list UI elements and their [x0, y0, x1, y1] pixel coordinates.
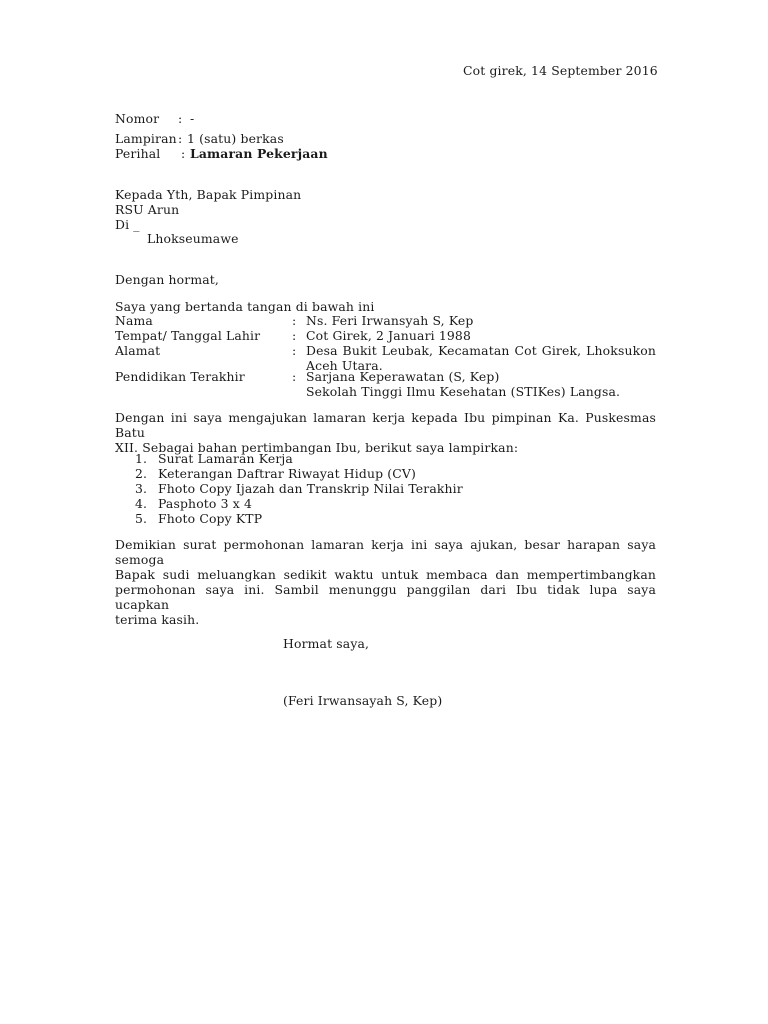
- ttl-value: Cot Girek, 2 Januari 1988: [306, 328, 471, 343]
- paragraph-request: [115, 410, 656, 455]
- nama-value: Ns. Feri Irwansyah S, Kep: [306, 313, 474, 328]
- attachment-list: [115, 451, 463, 526]
- lampiran-sep: :: [178, 131, 183, 146]
- nomor-label: Nomor: [115, 111, 160, 126]
- nomor-sep: :: [178, 111, 183, 126]
- recipient-line-3: Di _: [115, 217, 140, 232]
- pendidikan-sep: :: [292, 369, 297, 384]
- nama-sep: :: [292, 313, 297, 328]
- list-item-number: 5.: [135, 511, 148, 526]
- alamat-value-line-2: Aceh Utara.: [306, 358, 383, 373]
- paragraph-closing-line-2: Bapak sudi meluangkan sedikit waktu untuk membaca dan mempertimbangkan: [115, 567, 656, 582]
- alamat-sep: :: [292, 343, 297, 358]
- list-item-text: Fhoto Copy KTP: [158, 511, 263, 526]
- place-date: Cot girek, 14 September 2016: [463, 63, 658, 78]
- paragraph-closing-line-4: terima kasih.: [115, 612, 200, 627]
- ttl-label: Tempat/ Tanggal Lahir: [115, 328, 261, 343]
- list-item-text: Pasphoto 3 x 4: [158, 496, 253, 511]
- paragraph-closing: [115, 537, 656, 627]
- paragraph-request-line-2: XII. Sebagai bahan pertimbangan Ibu, berikut saya lampirkan:: [115, 440, 519, 455]
- lampiran-label: Lampiran: [115, 131, 177, 146]
- recipient-line-1: Kepada Yth, Bapak Pimpinan: [115, 187, 302, 202]
- pendidikan-label: Pendidikan Terakhir: [115, 369, 245, 384]
- alamat-label: Alamat: [115, 343, 161, 358]
- list-item-number: 2.: [135, 466, 148, 481]
- perihal-label: Perihal: [115, 146, 161, 161]
- pendidikan-value-line-2: Sekolah Tinggi Ilmu Kesehatan (STIKes) Langsa.: [306, 384, 621, 399]
- paragraph-request-line-1: Dengan ini saya mengajukan lamaran kerja kepada Ibu pimpinan Ka. Puskesmas Batu: [115, 410, 656, 440]
- paragraph-closing-line-1: Demikian surat permohonan lamaran kerja ini saya ajukan, besar harapan saya semoga: [115, 537, 656, 567]
- closing-salutation: Hormat saya,: [283, 636, 370, 651]
- list-item: [115, 451, 463, 466]
- pendidikan-value: [306, 369, 656, 399]
- perihal-value: Lamaran Pekerjaan: [190, 146, 328, 161]
- list-item-number: 3.: [135, 481, 148, 496]
- intro-line: Saya yang bertanda tangan di bawah ini: [115, 299, 375, 314]
- list-item-number: 1.: [135, 451, 148, 466]
- nomor-value: -: [190, 111, 195, 126]
- list-item: [115, 511, 463, 526]
- lampiran-value: 1 (satu) berkas: [187, 131, 284, 146]
- list-item: [115, 496, 463, 511]
- list-item-text: Fhoto Copy Ijazah dan Transkrip Nilai Terakhir: [158, 481, 463, 496]
- list-item-text: Surat Lamaran Kerja: [158, 451, 293, 466]
- nama-label: Nama: [115, 313, 153, 328]
- greeting: Dengan hormat,: [115, 272, 220, 287]
- list-item: [115, 466, 463, 481]
- list-item-number: 4.: [135, 496, 148, 511]
- list-item-text: Keterangan Daftrar Riwayat Hidup (CV): [158, 466, 416, 481]
- recipient-line-4: Lhokseumawe: [147, 231, 239, 246]
- alamat-value-line-1: Desa Bukit Leubak, Kecamatan Cot Girek, Lhoksukon: [306, 343, 656, 358]
- ttl-sep: :: [292, 328, 297, 343]
- paragraph-closing-line-3: permohonan saya ini. Sambil menunggu panggilan dari Ibu tidak lupa saya ucapkan: [115, 582, 656, 612]
- list-item: [115, 481, 463, 496]
- pendidikan-value-line-1: Sarjana Keperawatan (S, Kep): [306, 369, 500, 384]
- signature-name: (Feri Irwansayah S, Kep): [283, 693, 443, 708]
- perihal-sep: :: [181, 146, 186, 161]
- recipient-line-2: RSU Arun: [115, 202, 180, 217]
